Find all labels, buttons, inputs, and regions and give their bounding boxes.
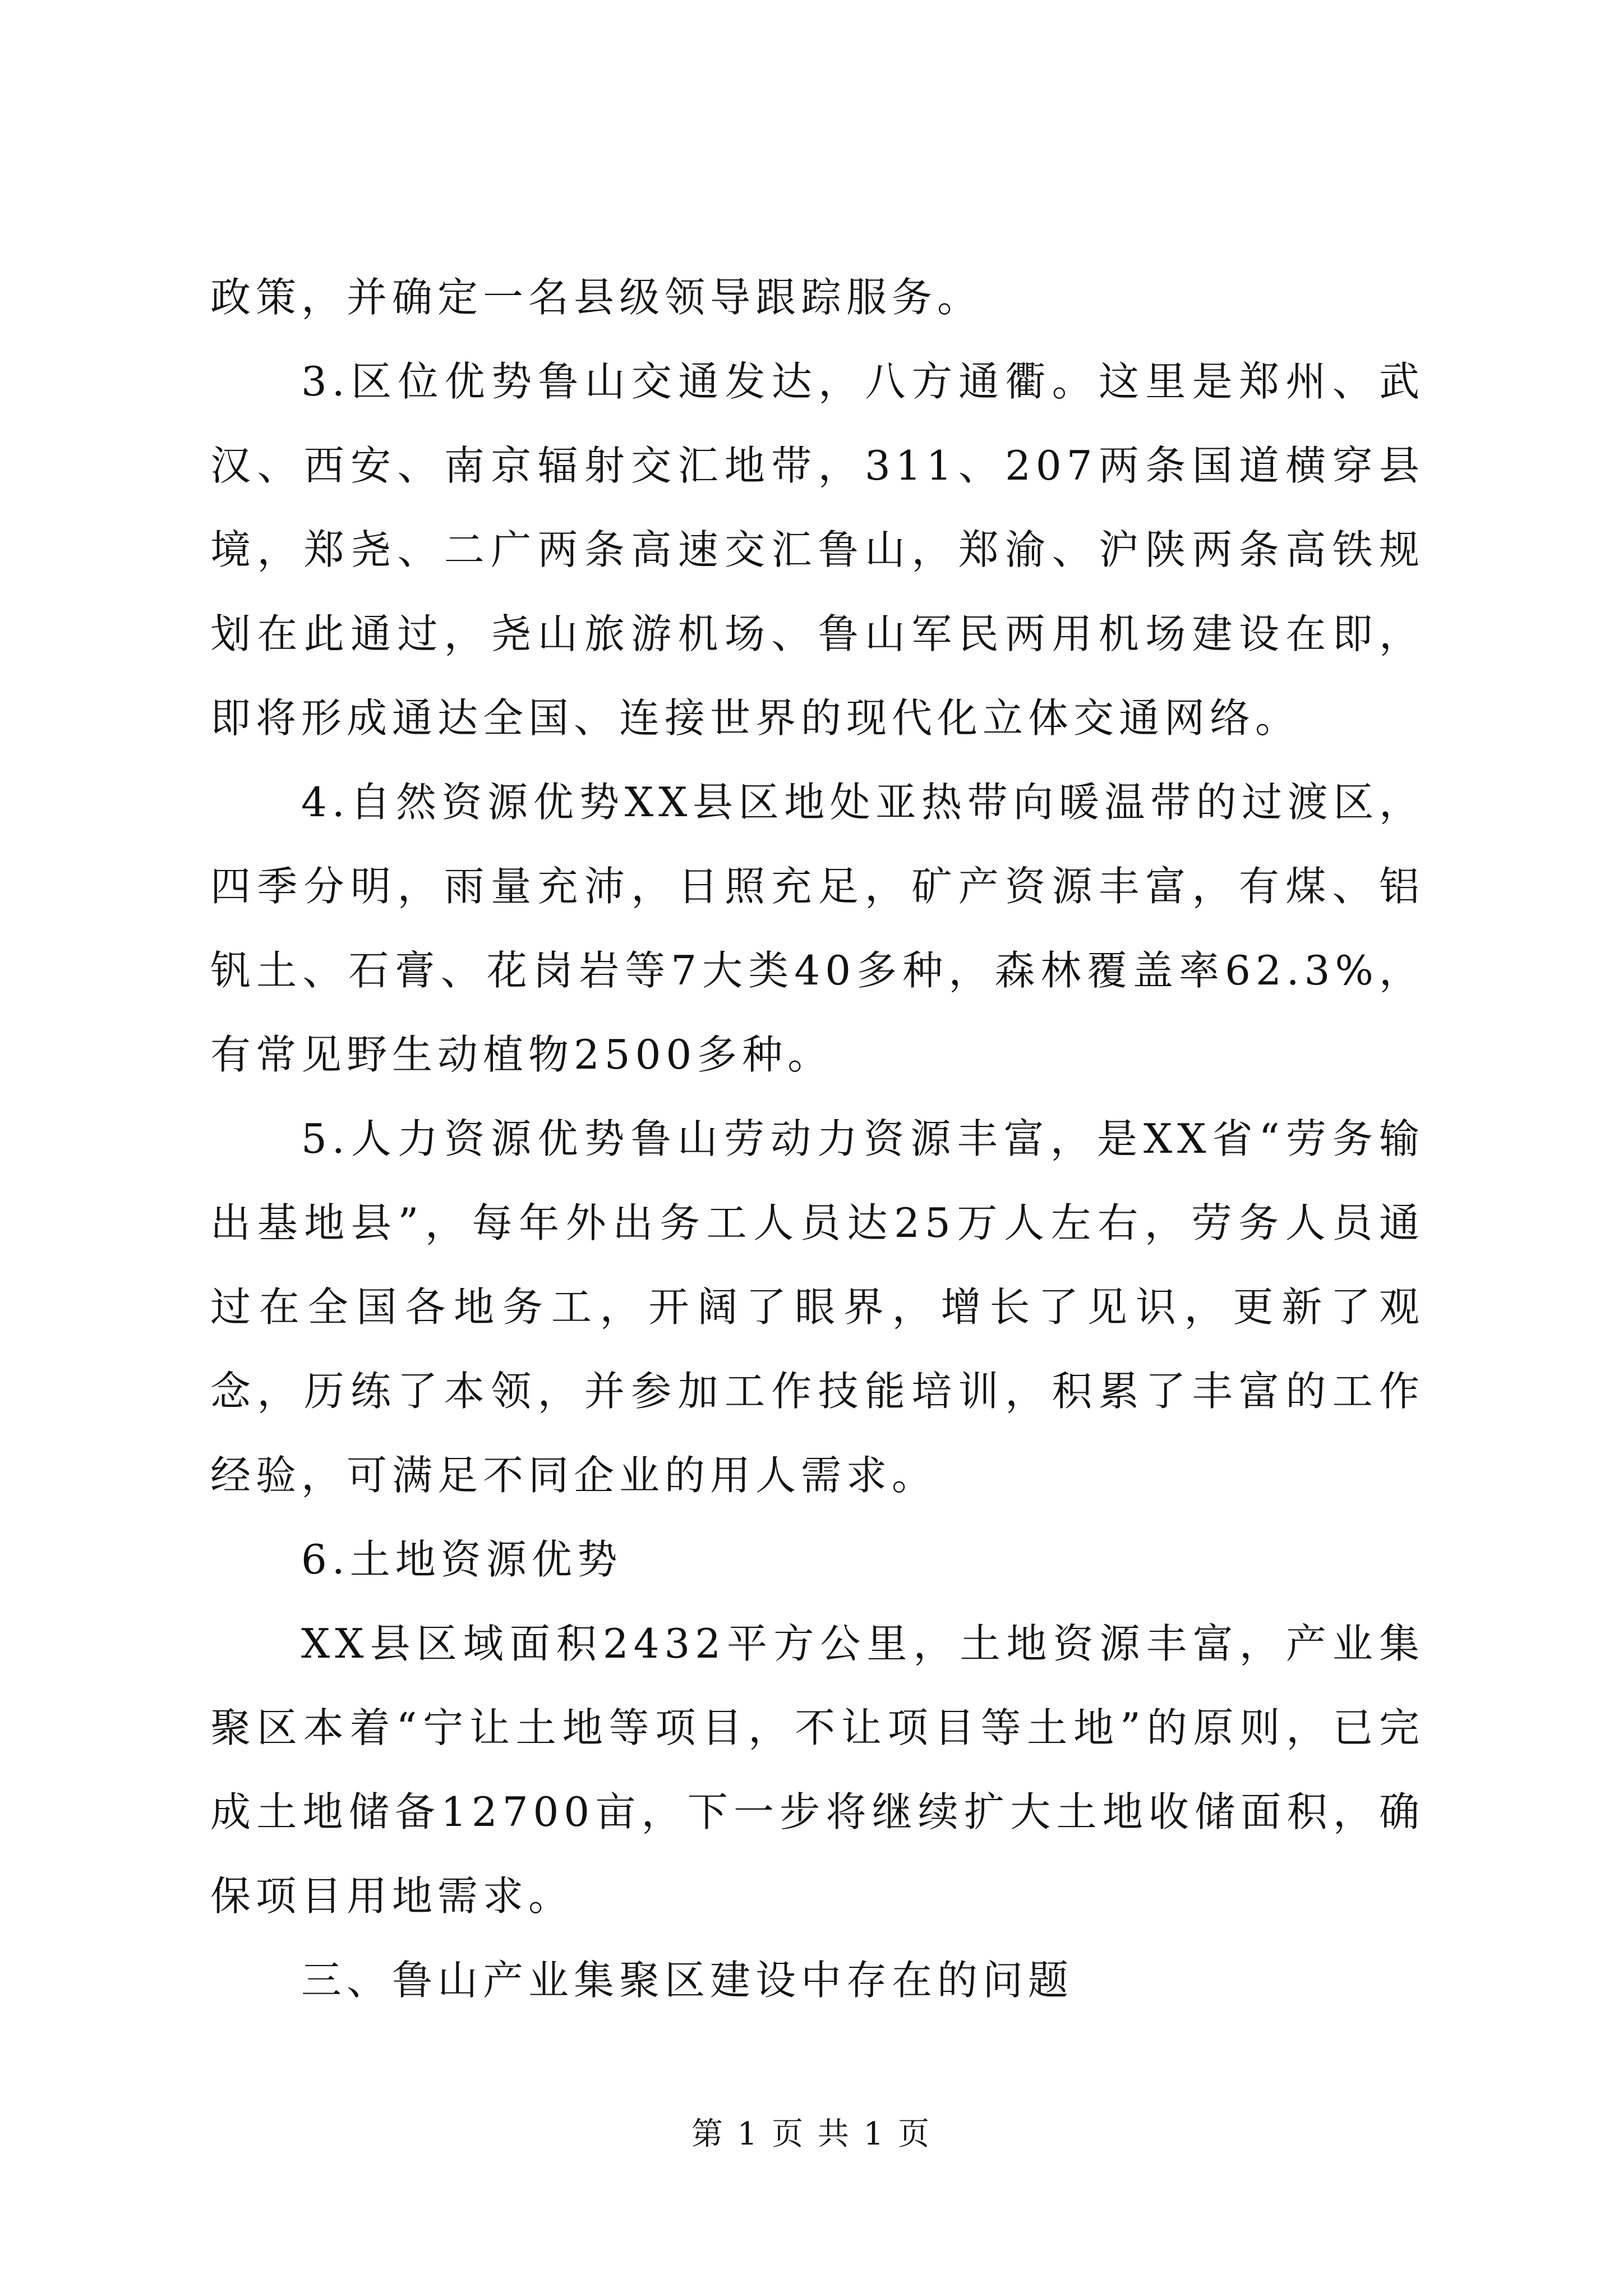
page-number-footer: 第 1 页 共 1 页 (691, 2116, 932, 2152)
document-body (210, 255, 1424, 2022)
heading-land-resources: 6.土地资源优势 (301, 1536, 623, 1583)
paragraph-human-resources: 5.人力资源优势鲁山劳动力资源丰富，是XX省“劳务输出基地县”，每年外出务工人员达25万人左右，劳务人员通过在全国各地务工，开阔了眼界，增长了见识，更新了观念，历练了本领，并参加工作技能培训，积累了丰富的工作经验，可满足不同企业的用人需求。 (210, 1115, 1424, 1499)
paragraph-natural-resources: 4.自然资源优势XX县区地处亚热带向暖温带的过渡区，四季分明，雨量充沛，日照充足，矿产资源丰富，有煤、铝钒土、石膏、花岗岩等7大类40多种，森林覆盖率62.3%，有常见野生动植物2500多种。 (210, 779, 1424, 1078)
heading-section-three: 三、鲁山产业集聚区建设中存在的问题 (301, 1957, 1074, 2004)
paragraph-location-advantage: 3.区位优势鲁山交通发达，八方通衢。这里是郑州、武汉、西安、南京辐射交汇地带，311、207两条国道横穿县境，郑尧、二广两条高速交汇鲁山，郑渝、沪陕两条高铁规划在此通过，尧山旅游机场、鲁山军民两用机场建设在即，即将形成通达全国、连接世界的现代化立体交通网络。 (210, 358, 1424, 742)
paragraph-land-resources: XX县区域面积2432平方公里，土地资源丰富，产业集聚区本着“宁让土地等项目，不让项目等土地”的原则，已完成土地储备12700亩，下一步将继续扩大土地收储面积，确保项目用地需求。 (210, 1620, 1424, 1920)
paragraph-policy-continuation: 政策，并确定一名县级领导跟踪服务。 (210, 274, 983, 321)
